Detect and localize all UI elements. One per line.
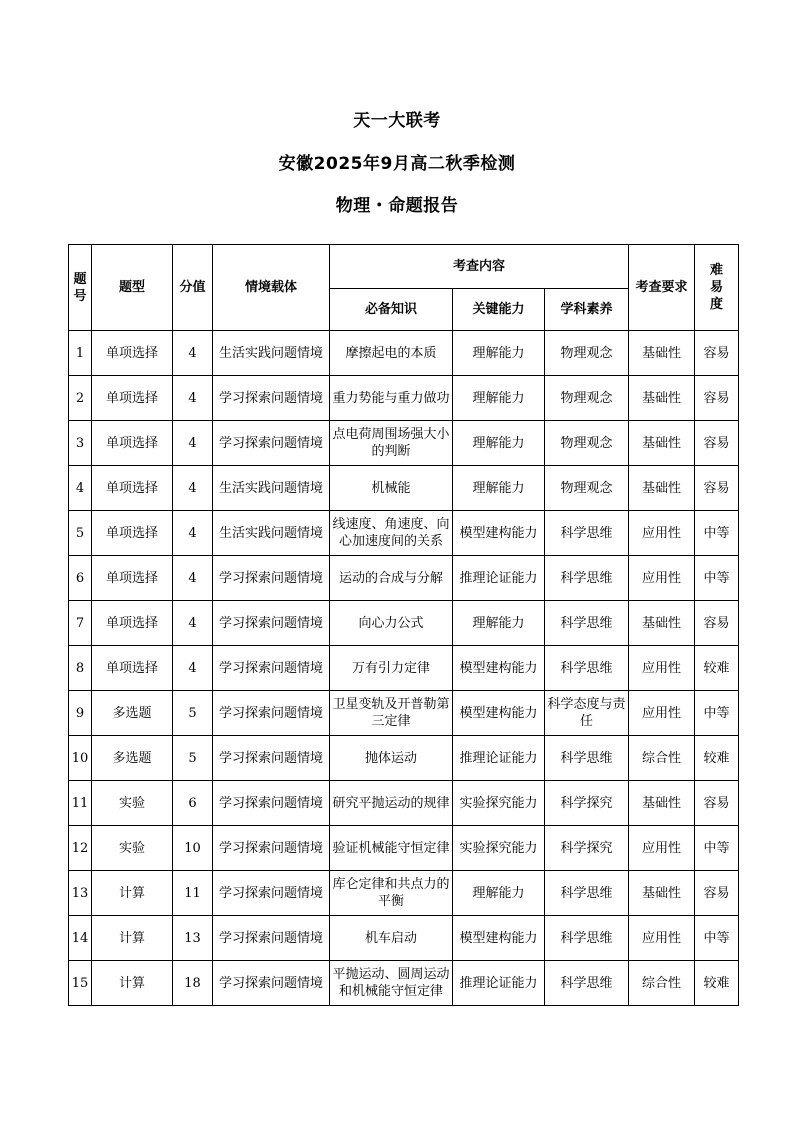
knowledge-cell: 运动的合成与分解 (330, 556, 453, 601)
table-row (69, 331, 739, 376)
score-cell: 13 (173, 916, 213, 961)
literacy-cell: 物理观念 (545, 376, 629, 421)
question-type-cell: 单项选择 (92, 601, 173, 646)
header-literacy: 学科素养 (545, 289, 629, 331)
table-header (69, 245, 739, 331)
context-cell: 学习探索问题情境 (213, 691, 330, 736)
requirement-cell: 应用性 (629, 556, 695, 601)
requirement-cell: 应用性 (629, 916, 695, 961)
score-cell: 4 (173, 376, 213, 421)
knowledge-cell: 研究平抛运动的规律 (330, 781, 453, 826)
context-cell: 生活实践问题情境 (213, 466, 330, 511)
context-cell: 学习探索问题情境 (213, 736, 330, 781)
knowledge-cell: 重力势能与重力做功 (330, 376, 453, 421)
exam-organizer-title: 天一大联考 (353, 111, 441, 131)
header-question-number: 题 号 (69, 245, 92, 331)
ability-cell: 理解能力 (453, 376, 545, 421)
score-cell: 4 (173, 646, 213, 691)
ability-cell: 推理论证能力 (453, 556, 545, 601)
knowledge-cell: 线速度、角速度、向心加速度间的关系 (330, 511, 453, 556)
table-row (69, 556, 739, 601)
literacy-cell: 科学思维 (545, 511, 629, 556)
literacy-cell: 科学探究 (545, 826, 629, 871)
context-cell: 学习探索问题情境 (213, 826, 330, 871)
literacy-cell: 科学态度与责任 (545, 691, 629, 736)
context-cell: 学习探索问题情境 (213, 556, 330, 601)
question-type-cell: 单项选择 (92, 511, 173, 556)
table-row (69, 961, 739, 1006)
question-number-cell: 15 (69, 961, 92, 1006)
header-knowledge: 必备知识 (330, 289, 453, 331)
knowledge-cell: 向心力公式 (330, 601, 453, 646)
difficulty-cell: 容易 (695, 331, 739, 376)
requirement-cell: 应用性 (629, 826, 695, 871)
literacy-cell: 科学思维 (545, 736, 629, 781)
question-number-cell: 8 (69, 646, 92, 691)
score-cell: 6 (173, 781, 213, 826)
difficulty-cell: 中等 (695, 916, 739, 961)
requirement-cell: 综合性 (629, 961, 695, 1006)
requirement-cell: 基础性 (629, 466, 695, 511)
ability-cell: 模型建构能力 (453, 691, 545, 736)
question-number-cell: 2 (69, 376, 92, 421)
table-row (69, 826, 739, 871)
difficulty-cell: 中等 (695, 556, 739, 601)
difficulty-cell: 容易 (695, 466, 739, 511)
question-type-cell: 实验 (92, 781, 173, 826)
knowledge-cell: 摩擦起电的本质 (330, 331, 453, 376)
table-row (69, 601, 739, 646)
table-row (69, 646, 739, 691)
question-number-cell: 1 (69, 331, 92, 376)
table-row (69, 421, 739, 466)
literacy-cell: 科学思维 (545, 556, 629, 601)
header-score: 分值 (173, 245, 213, 331)
requirement-cell: 综合性 (629, 736, 695, 781)
requirement-cell: 基础性 (629, 601, 695, 646)
table-row (69, 781, 739, 826)
table-row (69, 871, 739, 916)
knowledge-cell: 抛体运动 (330, 736, 453, 781)
knowledge-cell: 卫星变轨及开普勒第三定律 (330, 691, 453, 736)
score-cell: 4 (173, 511, 213, 556)
table-row (69, 511, 739, 556)
literacy-cell: 科学思维 (545, 961, 629, 1006)
score-cell: 11 (173, 871, 213, 916)
score-cell: 5 (173, 736, 213, 781)
difficulty-cell: 较难 (695, 736, 739, 781)
score-cell: 4 (173, 331, 213, 376)
difficulty-cell: 中等 (695, 826, 739, 871)
context-cell: 学习探索问题情境 (213, 961, 330, 1006)
score-cell: 5 (173, 691, 213, 736)
report-subject-title: 物理・命题报告 (335, 196, 459, 216)
ability-cell: 推理论证能力 (453, 961, 545, 1006)
requirement-cell: 基础性 (629, 871, 695, 916)
question-number-cell: 3 (69, 421, 92, 466)
knowledge-cell: 平抛运动、圆周运动和机械能守恒定律 (330, 961, 453, 1006)
difficulty-cell: 较难 (695, 646, 739, 691)
ability-cell: 理解能力 (453, 466, 545, 511)
question-number-cell: 5 (69, 511, 92, 556)
literacy-cell: 科学思维 (545, 871, 629, 916)
question-type-cell: 计算 (92, 871, 173, 916)
difficulty-cell: 较难 (695, 961, 739, 1006)
context-cell: 学习探索问题情境 (213, 646, 330, 691)
question-number-cell: 10 (69, 736, 92, 781)
ability-cell: 理解能力 (453, 421, 545, 466)
question-type-cell: 计算 (92, 916, 173, 961)
question-type-cell: 单项选择 (92, 376, 173, 421)
knowledge-cell: 验证机械能守恒定律 (330, 826, 453, 871)
question-type-cell: 多选题 (92, 691, 173, 736)
question-number-cell: 14 (69, 916, 92, 961)
difficulty-cell: 容易 (695, 421, 739, 466)
question-type-cell: 单项选择 (92, 646, 173, 691)
exam-name-title: 安徽2025年9月高二秋季检测 (278, 154, 516, 174)
context-cell: 学习探索问题情境 (213, 916, 330, 961)
literacy-cell: 物理观念 (545, 421, 629, 466)
context-cell: 学习探索问题情境 (213, 871, 330, 916)
context-cell: 学习探索问题情境 (213, 781, 330, 826)
context-cell: 学习探索问题情境 (213, 601, 330, 646)
requirement-cell: 基础性 (629, 331, 695, 376)
question-type-cell: 单项选择 (92, 331, 173, 376)
context-cell: 学习探索问题情境 (213, 376, 330, 421)
question-number-cell: 9 (69, 691, 92, 736)
ability-cell: 理解能力 (453, 871, 545, 916)
knowledge-cell: 万有引力定律 (330, 646, 453, 691)
literacy-cell: 科学探究 (545, 781, 629, 826)
knowledge-cell: 点电荷周围场强大小的判断 (330, 421, 453, 466)
requirement-cell: 应用性 (629, 511, 695, 556)
difficulty-cell: 容易 (695, 601, 739, 646)
requirement-cell: 应用性 (629, 646, 695, 691)
context-cell: 生活实践问题情境 (213, 511, 330, 556)
table-row (69, 376, 739, 421)
question-number-cell: 4 (69, 466, 92, 511)
question-type-cell: 计算 (92, 961, 173, 1006)
ability-cell: 模型建构能力 (453, 511, 545, 556)
literacy-cell: 科学思维 (545, 601, 629, 646)
header-ability: 关键能力 (453, 289, 545, 331)
table-body (69, 331, 739, 1006)
requirement-cell: 应用性 (629, 691, 695, 736)
question-type-cell: 单项选择 (92, 421, 173, 466)
question-number-cell: 11 (69, 781, 92, 826)
literacy-cell: 物理观念 (545, 466, 629, 511)
question-type-cell: 单项选择 (92, 466, 173, 511)
difficulty-cell: 容易 (695, 376, 739, 421)
knowledge-cell: 机车启动 (330, 916, 453, 961)
question-number-cell: 13 (69, 871, 92, 916)
score-cell: 18 (173, 961, 213, 1006)
score-cell: 4 (173, 601, 213, 646)
header-context: 情境载体 (213, 245, 330, 331)
header-difficulty: 难 易 度 (695, 245, 739, 331)
question-type-cell: 实验 (92, 826, 173, 871)
question-number-cell: 12 (69, 826, 92, 871)
score-cell: 10 (173, 826, 213, 871)
context-cell: 生活实践问题情境 (213, 331, 330, 376)
question-number-cell: 7 (69, 601, 92, 646)
ability-cell: 理解能力 (453, 601, 545, 646)
header-content: 考查内容 (330, 245, 629, 289)
ability-cell: 实验探究能力 (453, 826, 545, 871)
ability-cell: 模型建构能力 (453, 646, 545, 691)
score-cell: 4 (173, 421, 213, 466)
difficulty-cell: 容易 (695, 871, 739, 916)
literacy-cell: 科学思维 (545, 916, 629, 961)
question-number-cell: 6 (69, 556, 92, 601)
literacy-cell: 科学思维 (545, 646, 629, 691)
knowledge-cell: 机械能 (330, 466, 453, 511)
table-row (69, 736, 739, 781)
question-type-cell: 单项选择 (92, 556, 173, 601)
literacy-cell: 物理观念 (545, 331, 629, 376)
question-report-table (68, 244, 739, 1006)
score-cell: 4 (173, 466, 213, 511)
score-cell: 4 (173, 556, 213, 601)
ability-cell: 推理论证能力 (453, 736, 545, 781)
difficulty-cell: 中等 (695, 691, 739, 736)
header-question-type: 题型 (92, 245, 173, 331)
requirement-cell: 基础性 (629, 376, 695, 421)
difficulty-cell: 容易 (695, 781, 739, 826)
ability-cell: 模型建构能力 (453, 916, 545, 961)
difficulty-cell: 中等 (695, 511, 739, 556)
context-cell: 学习探索问题情境 (213, 421, 330, 466)
question-type-cell: 多选题 (92, 736, 173, 781)
requirement-cell: 基础性 (629, 781, 695, 826)
header-requirement: 考查要求 (629, 245, 695, 331)
requirement-cell: 基础性 (629, 421, 695, 466)
knowledge-cell: 库仑定律和共点力的平衡 (330, 871, 453, 916)
ability-cell: 理解能力 (453, 331, 545, 376)
table-row (69, 691, 739, 736)
ability-cell: 实验探究能力 (453, 781, 545, 826)
table-row (69, 916, 739, 961)
table-row (69, 466, 739, 511)
